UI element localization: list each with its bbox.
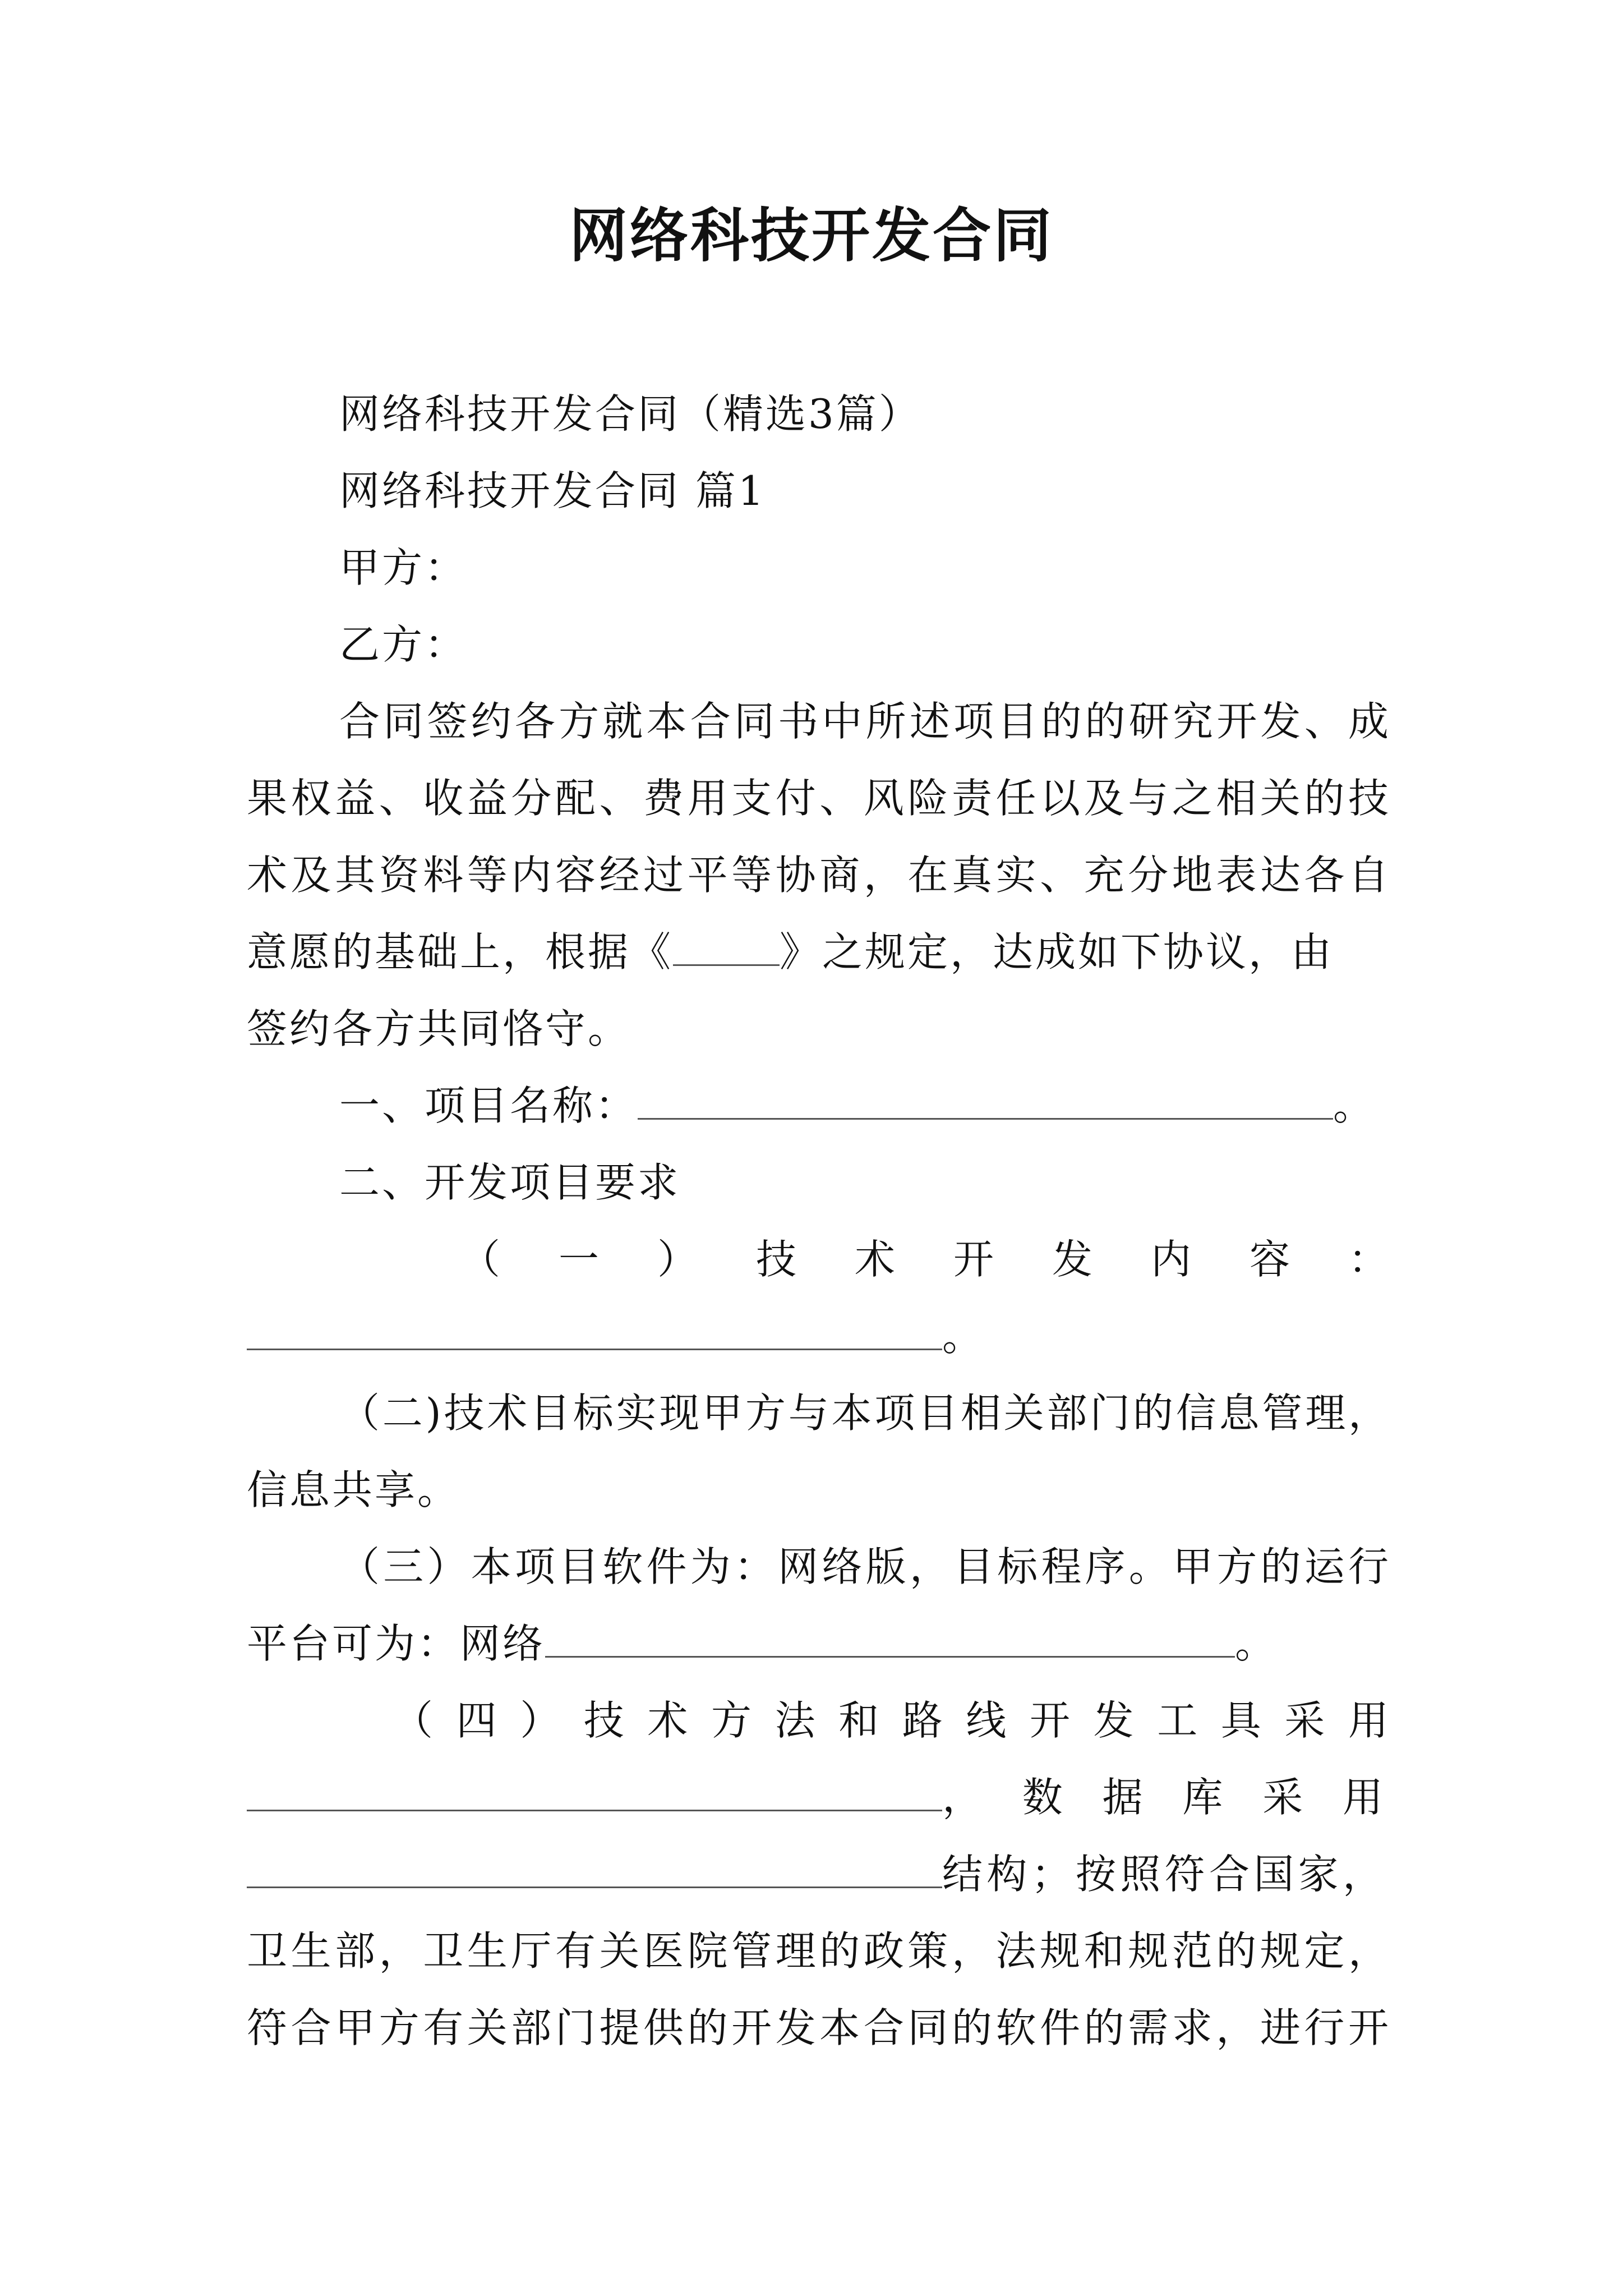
party-a-label: 甲方：	[339, 544, 468, 591]
paragraph-line: 果权益、收益分配、费用支付、风险责任以及与之相关的技	[247, 775, 1391, 822]
item-label: 一、项目名称：	[339, 1082, 638, 1129]
section-heading: 二、开发项目要求	[339, 1159, 681, 1206]
subtitle-line: 网络科技开发合同（精选3篇）	[339, 390, 921, 438]
item-line	[247, 1308, 1391, 1364]
item-line: （三）本项目软件为：网络版，目标程序。甲方的运行	[339, 1543, 1391, 1590]
item-text: 结构；按照符合国家，	[942, 1851, 1385, 1898]
item-text: 平台可为：网络	[247, 1620, 546, 1667]
blank-underline	[673, 930, 780, 966]
document-title: 网络科技开发合同	[569, 201, 1054, 270]
section-heading: 网络科技开发合同 篇1	[339, 467, 766, 514]
item-line: （一）技术开发内容：	[460, 1236, 1391, 1283]
paragraph-text: 意愿的基础上，根据《	[247, 928, 674, 976]
blank-underline	[545, 1621, 1235, 1658]
item-line: （二)技术目标实现甲方与本项目相关部门的信息管理，	[339, 1389, 1391, 1437]
item-punct: 。	[1333, 1082, 1376, 1129]
item-line: 卫生部，卫生厅有关医院管理的政策，法规和规范的规定，	[247, 1927, 1391, 1975]
paragraph-line: 签约各方共同恪守。	[247, 1005, 631, 1052]
item-line	[247, 1616, 1391, 1672]
item-line: 信息共享。	[247, 1466, 460, 1513]
item-punct: 。	[1235, 1620, 1278, 1667]
item-line	[339, 1078, 1391, 1134]
item-line	[247, 1769, 1391, 1825]
item-line	[247, 1846, 1391, 1902]
item-line: 符合甲方有关部门提供的开发本合同的软件的需求，进行开	[247, 2004, 1391, 2051]
item-line: （四）技术方法和路线开发工具采用	[393, 1697, 1391, 1744]
party-b-label: 乙方：	[339, 621, 468, 668]
blank-underline	[247, 1852, 942, 1888]
blank-underline	[247, 1775, 942, 1811]
item-text: ，数据库采用	[942, 1774, 1385, 1821]
item-punct: 。	[942, 1313, 985, 1360]
paragraph-line: 合同签约各方就本合同书中所述项目的的研究开发、成	[339, 698, 1391, 745]
paragraph-line	[247, 924, 1391, 980]
paragraph-line: 术及其资料等内容经过平等协商，在真实、充分地表达各自	[247, 852, 1391, 899]
paragraph-text: 》之规定，达成如下协议，由	[780, 928, 1334, 976]
blank-underline	[247, 1314, 942, 1350]
blank-underline	[638, 1083, 1333, 1120]
